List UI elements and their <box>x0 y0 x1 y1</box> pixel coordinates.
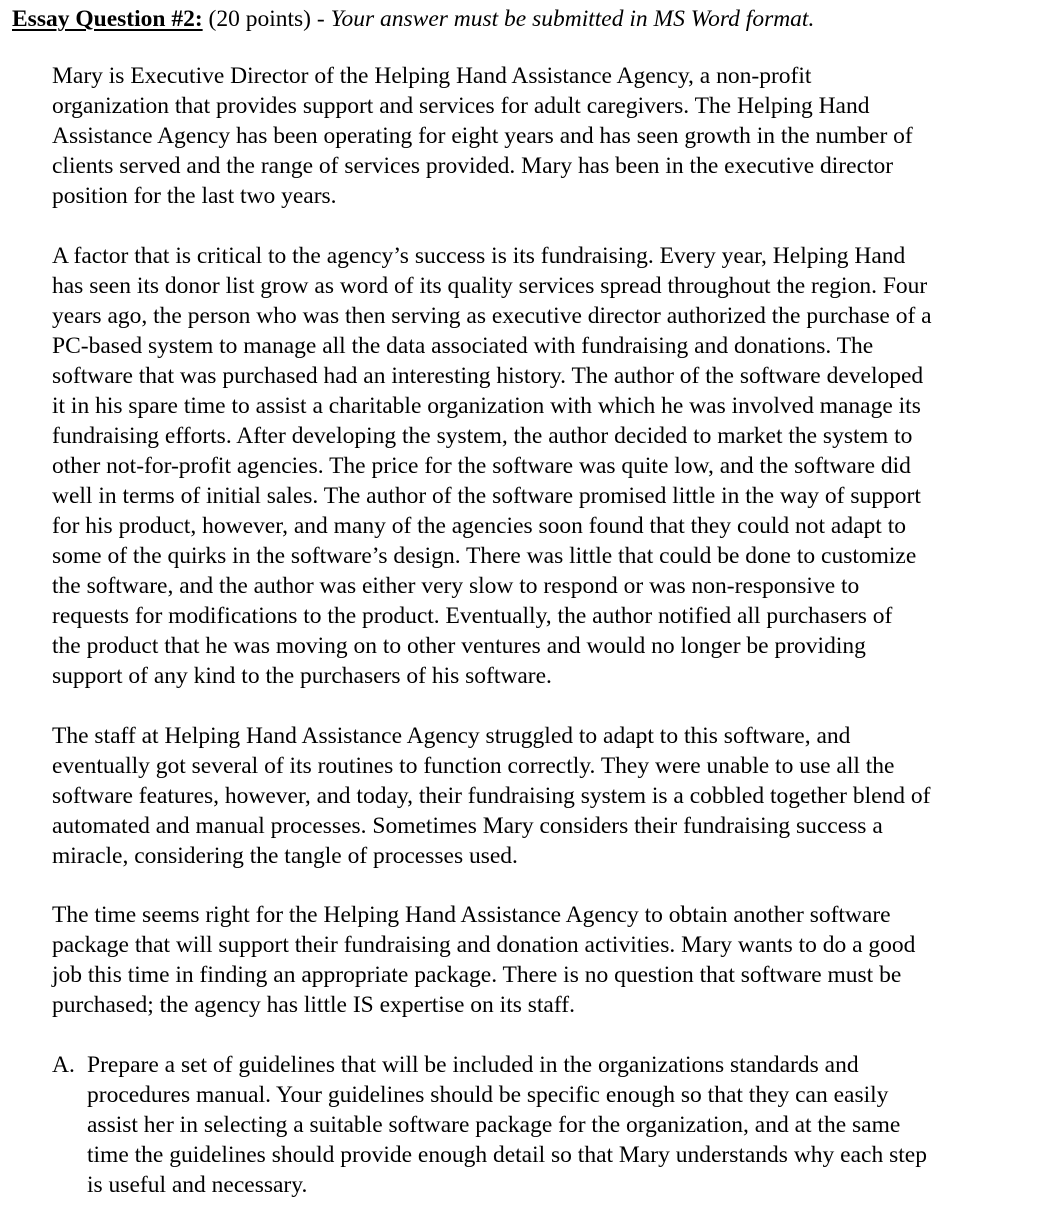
question-points: (20 points) - <box>202 6 331 32</box>
text-line: Prepare a set of guidelines that will be included in the organizations standards and <box>87 1052 859 1078</box>
text-line: A factor that is critical to the agency’s success is its fundraising. Every year, Helping Hand <box>52 243 906 269</box>
list-marker: A. <box>52 1052 75 1078</box>
text-line: fundraising efforts. After developing the system, the author decided to market the system to <box>52 423 913 449</box>
paragraph-fundraising-history <box>52 241 1042 691</box>
text-line: The staff at Helping Hand Assistance Agency struggled to adapt to this software, and <box>52 723 851 749</box>
question-title: Essay Question #2: <box>12 6 203 32</box>
text-line: years ago, the person who was then serving as executive director authorized the purchase of a <box>52 303 932 329</box>
text-line: is useful and necessary. <box>87 1172 308 1198</box>
text-line: Mary is Executive Director of the Helping Hand Assistance Agency, a non-profit <box>52 63 812 89</box>
text-line: software features, however, and today, their fundraising system is a cobbled together blend of <box>52 783 931 809</box>
text-line: it in his spare time to assist a charitable organization with which he was involved manage its <box>52 393 921 419</box>
text-line: requests for modifications to the product. Eventually, the author notified all purchasers of <box>52 603 893 629</box>
paragraph-new-software <box>52 900 1042 1020</box>
paragraph-staff-struggle <box>52 721 1042 871</box>
text-line: purchased; the agency has little IS expertise on its staff. <box>52 992 575 1018</box>
text-line: has seen its donor list grow as word of its quality services spread throughout the region. Four <box>52 273 928 299</box>
text-line: time the guidelines should provide enough detail so that Mary understands why each step <box>87 1142 927 1168</box>
question-header <box>12 4 814 34</box>
text-line: eventually got several of its routines to function correctly. They were unable to use all the <box>52 753 895 779</box>
text-line: the product that he was moving on to other ventures and would no longer be providing <box>52 633 866 659</box>
text-line: automated and manual processes. Sometimes Mary considers their fundraising success a <box>52 813 883 839</box>
text-line: for his product, however, and many of the agencies soon found that they could not adapt to <box>52 513 906 539</box>
text-line: clients served and the range of services provided. Mary has been in the executive director <box>52 153 894 179</box>
text-line: procedures manual. Your guidelines should be specific enough so that they can easily <box>87 1082 889 1108</box>
submission-instruction: Your answer must be submitted in MS Word format. <box>330 6 815 32</box>
text-line: Assistance Agency has been operating for eight years and has seen growth in the number of <box>52 123 913 149</box>
text-line: The time seems right for the Helping Hand Assistance Agency to obtain another software <box>52 902 891 928</box>
text-line: the software, and the author was either very slow to respond or was non-responsive to <box>52 573 860 599</box>
text-line: PC-based system to manage all the data associated with fundraising and donations. The <box>52 333 874 359</box>
text-line: miracle, considering the tangle of processes used. <box>52 843 518 869</box>
task-text <box>87 1050 927 1200</box>
text-line: package that will support their fundraising and donation activities. Mary wants to do a good <box>52 932 916 958</box>
text-line: assist her in selecting a suitable software package for the organization, and at the same <box>87 1112 901 1138</box>
text-line: software that was purchased had an interesting history. The author of the software developed <box>52 363 924 389</box>
paragraph-intro <box>52 61 1042 211</box>
text-line: other not-for-profit agencies. The price for the software was quite low, and the software did <box>52 453 911 479</box>
text-line: some of the quirks in the software’s design. There was little that could be done to customize <box>52 543 917 569</box>
text-line: support of any kind to the purchasers of his software. <box>52 663 552 689</box>
text-line: position for the last two years. <box>52 183 337 209</box>
text-line: well in terms of initial sales. The author of the software promised little in the way of support <box>52 483 921 509</box>
text-line: job this time in finding an appropriate package. There is no question that software must be <box>52 962 902 988</box>
text-line: organization that provides support and services for adult caregivers. The Helping Hand <box>52 93 870 119</box>
